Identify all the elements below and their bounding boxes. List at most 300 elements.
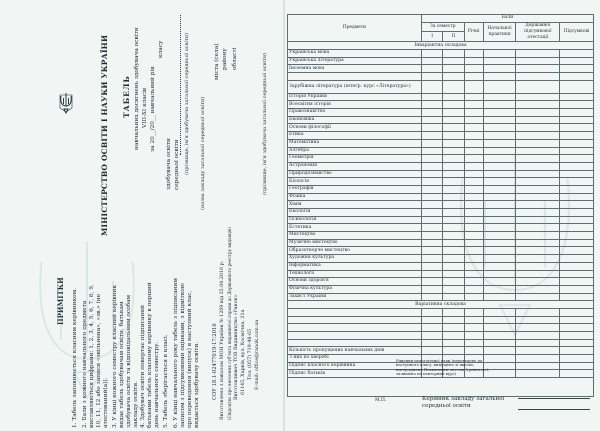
state-cell[interactable]	[516, 185, 560, 193]
trident-watermark-icon	[22, 235, 152, 405]
final-cell[interactable]	[560, 116, 594, 124]
final-cell[interactable]	[560, 132, 594, 140]
practice-cell[interactable]	[483, 347, 516, 355]
sem1-cell[interactable]	[421, 224, 442, 232]
sem1-cell[interactable]	[421, 347, 442, 355]
attendance-row	[288, 347, 594, 355]
subject-name: Всесвітня історія	[288, 101, 422, 109]
final-cell[interactable]	[560, 239, 594, 247]
annual-cell[interactable]	[464, 193, 483, 201]
practice-cell[interactable]	[483, 101, 516, 109]
annual-cell[interactable]	[464, 347, 483, 355]
state-cell[interactable]	[516, 370, 560, 378]
state-cell[interactable]	[516, 65, 560, 73]
state-cell[interactable]	[516, 216, 560, 224]
sem1-cell[interactable]	[421, 101, 442, 109]
sem1-cell[interactable]	[421, 216, 442, 224]
practice-cell[interactable]	[483, 65, 516, 73]
state-cell[interactable]	[516, 155, 560, 163]
state-cell[interactable]	[516, 132, 560, 140]
subject-name: Художня культура	[288, 255, 422, 263]
subject-name	[288, 324, 422, 332]
state-cell[interactable]	[516, 232, 560, 240]
state-cell[interactable]	[516, 270, 560, 278]
sem1-cell[interactable]	[421, 80, 442, 93]
sem1-cell[interactable]	[421, 270, 442, 278]
state-cell[interactable]	[516, 170, 560, 178]
annual-cell[interactable]	[464, 65, 483, 73]
sem1-cell[interactable]	[421, 109, 442, 117]
practice-cell[interactable]	[483, 209, 516, 217]
annual-cell[interactable]	[464, 116, 483, 124]
practice-cell[interactable]	[483, 93, 516, 101]
sem1-cell[interactable]	[421, 65, 442, 73]
practice-cell[interactable]	[483, 255, 516, 263]
final-cell[interactable]	[560, 224, 594, 232]
sem1-cell[interactable]	[421, 132, 442, 140]
state-cell[interactable]	[516, 178, 560, 186]
state-cell[interactable]	[516, 247, 560, 255]
annual-cell[interactable]	[464, 239, 483, 247]
subject-row	[288, 270, 594, 278]
state-cell[interactable]	[516, 49, 560, 57]
sem1-cell[interactable]	[421, 139, 442, 147]
sem2-cell[interactable]	[443, 57, 464, 65]
subject-row	[288, 193, 594, 201]
state-cell[interactable]	[516, 73, 560, 81]
sem1-cell[interactable]	[421, 124, 442, 132]
annual-cell[interactable]	[464, 139, 483, 147]
final-cell[interactable]	[560, 232, 594, 240]
student-line: здобувача освіти	[166, 138, 172, 190]
state-cell[interactable]	[516, 255, 560, 263]
subject-name: Біологія	[288, 178, 422, 186]
sem1-cell[interactable]	[421, 239, 442, 247]
trident-emblem-icon	[58, 92, 74, 114]
sem2-cell[interactable]	[443, 116, 464, 124]
sem2-cell[interactable]	[443, 49, 464, 57]
state-cell[interactable]	[516, 262, 560, 270]
state-cell[interactable]	[516, 324, 560, 332]
state-cell[interactable]	[516, 355, 560, 363]
practice-cell[interactable]	[483, 285, 516, 293]
signature-line[interactable]	[518, 398, 590, 399]
sem1-cell[interactable]	[421, 73, 442, 81]
note-3: 3. У кінці кожного семестру класний керівник видає табель здобувачам освіти, батькам здобувача освіти та відповідальним особам закладу освіти.	[112, 284, 139, 428]
annual-cell[interactable]	[464, 293, 483, 301]
annual-cell[interactable]	[464, 73, 483, 81]
final-cell[interactable]	[560, 155, 594, 163]
subject-name: Фізика	[288, 193, 422, 201]
practice-cell[interactable]	[483, 224, 516, 232]
principal-label	[422, 396, 504, 410]
annual-cell[interactable]	[464, 147, 483, 155]
sem2-cell[interactable]	[443, 339, 464, 347]
class-label: класу	[158, 40, 164, 58]
sem2-cell[interactable]	[443, 316, 464, 324]
stamp-label: М.П.	[375, 398, 387, 403]
subject-row	[288, 80, 594, 93]
sem2-cell[interactable]	[443, 278, 464, 286]
annual-cell[interactable]	[464, 232, 483, 240]
final-cell[interactable]	[560, 347, 594, 355]
practice-cell[interactable]	[483, 324, 516, 332]
annual-cell[interactable]	[464, 308, 483, 316]
practice-cell[interactable]	[483, 109, 516, 117]
subject-name: Алгебра	[288, 147, 422, 155]
subject-row	[288, 262, 594, 270]
final-cell[interactable]	[560, 162, 594, 170]
sem2-cell[interactable]	[443, 162, 464, 170]
sem1-cell[interactable]	[421, 339, 442, 347]
sem2-cell[interactable]	[443, 255, 464, 263]
final-cell[interactable]	[560, 216, 594, 224]
subject-row	[288, 147, 594, 155]
annual-cell[interactable]	[464, 339, 483, 347]
sem2-cell[interactable]	[443, 209, 464, 217]
subject-name: Естетика	[288, 224, 422, 232]
state-cell[interactable]	[516, 332, 560, 340]
final-cell[interactable]	[560, 124, 594, 132]
annual-cell[interactable]	[464, 93, 483, 101]
sem1-cell[interactable]	[421, 332, 442, 340]
annual-cell[interactable]	[464, 170, 483, 178]
subject-name: Природознавство	[288, 170, 422, 178]
sem1-cell[interactable]	[421, 147, 442, 155]
sem1-cell[interactable]	[421, 49, 442, 57]
practice-cell[interactable]	[483, 247, 516, 255]
practice-cell[interactable]	[483, 132, 516, 140]
sem2-cell[interactable]	[443, 178, 464, 186]
sem2-cell[interactable]	[443, 332, 464, 340]
practice-cell[interactable]	[483, 124, 516, 132]
subject-name: Захист України	[288, 293, 422, 301]
subject-row	[288, 73, 594, 81]
section-invariant: Інваріантна складова	[288, 42, 594, 50]
sem1-cell[interactable]	[421, 232, 442, 240]
subject-row	[288, 216, 594, 224]
sem1-cell[interactable]	[421, 324, 442, 332]
subject-name: Історія України	[288, 93, 422, 101]
sem1-cell[interactable]	[421, 178, 442, 186]
practice-cell[interactable]	[483, 216, 516, 224]
state-cell[interactable]	[516, 285, 560, 293]
final-cell[interactable]	[560, 193, 594, 201]
subject-name: Економіка	[288, 116, 422, 124]
final-cell[interactable]	[560, 339, 594, 347]
state-cell[interactable]	[516, 80, 560, 93]
state-cell[interactable]	[516, 316, 560, 324]
sem2-cell[interactable]	[443, 262, 464, 270]
final-cell[interactable]	[560, 278, 594, 286]
subject-name: Математика	[288, 139, 422, 147]
annual-cell[interactable]	[464, 49, 483, 57]
final-cell[interactable]	[560, 332, 594, 340]
final-cell[interactable]	[560, 255, 594, 263]
decision-row[interactable]	[288, 378, 594, 397]
practice-cell[interactable]	[483, 339, 516, 347]
subject-row	[288, 116, 594, 124]
sem1-cell[interactable]	[421, 93, 442, 101]
final-cell[interactable]	[560, 362, 594, 370]
sem1-cell[interactable]	[421, 162, 442, 170]
final-cell[interactable]	[560, 262, 594, 270]
sem1-cell[interactable]	[421, 116, 442, 124]
subject-row	[288, 178, 594, 186]
sem2-cell[interactable]	[443, 65, 464, 73]
sem1-cell[interactable]	[421, 285, 442, 293]
state-cell[interactable]	[516, 362, 560, 370]
sem1-cell[interactable]	[421, 293, 442, 301]
practice-cell[interactable]	[483, 155, 516, 163]
subject-name: Основи здоров'я	[288, 278, 422, 286]
annual-cell[interactable]	[464, 224, 483, 232]
practice-cell[interactable]	[483, 57, 516, 65]
practice-cell[interactable]	[483, 278, 516, 286]
state-cell[interactable]	[516, 93, 560, 101]
final-cell[interactable]	[560, 139, 594, 147]
annual-cell[interactable]	[464, 316, 483, 324]
subject-row	[288, 293, 594, 301]
final-cell[interactable]	[560, 201, 594, 209]
state-cell[interactable]	[516, 57, 560, 65]
practice-cell[interactable]	[483, 170, 516, 178]
state-cell[interactable]	[516, 339, 560, 347]
note-5: 5. Табель зберігається в класі.	[163, 334, 169, 428]
note-2: 2. Бали з кожного навчального предмета виставляються цифрами: 1, 2, 3, 4, 5, 6, 7, 8, 9, 10, 11, 12 або записи «звільнена», «зв.» (не атестований(а)).	[82, 284, 109, 428]
state-cell[interactable]	[516, 347, 560, 355]
subtitle-2: VIII-XI класів	[142, 87, 148, 128]
state-cell[interactable]	[516, 209, 560, 217]
variant-row	[288, 308, 594, 316]
sem2-cell[interactable]	[443, 324, 464, 332]
subject-row	[288, 170, 594, 178]
sem2-cell[interactable]	[443, 109, 464, 117]
subject-name: Українська мова	[288, 49, 422, 57]
annual-cell[interactable]	[464, 57, 483, 65]
sem2-cell[interactable]	[443, 285, 464, 293]
sem2-cell[interactable]	[443, 93, 464, 101]
final-cell[interactable]	[560, 355, 594, 363]
practice-cell[interactable]	[483, 73, 516, 81]
section-variant: Варіативна складова	[288, 301, 594, 309]
state-cell[interactable]	[516, 278, 560, 286]
final-cell[interactable]	[560, 65, 594, 73]
sem2-cell[interactable]	[443, 73, 464, 81]
sem2-cell[interactable]	[443, 132, 464, 140]
sem1-cell[interactable]	[421, 170, 442, 178]
annual-cell[interactable]	[464, 124, 483, 132]
annual-cell[interactable]	[464, 278, 483, 286]
signature-line[interactable]	[518, 409, 590, 410]
annual-cell[interactable]	[464, 262, 483, 270]
annual-cell[interactable]	[464, 270, 483, 278]
sem1-cell[interactable]	[421, 185, 442, 193]
sem1-cell[interactable]	[421, 247, 442, 255]
sem2-cell[interactable]	[443, 270, 464, 278]
variant-row	[288, 316, 594, 324]
state-cell[interactable]	[516, 139, 560, 147]
practice-cell[interactable]	[483, 178, 516, 186]
annual-cell[interactable]	[464, 162, 483, 170]
subject-name	[288, 316, 422, 324]
practice-cell[interactable]	[483, 270, 516, 278]
state-cell[interactable]	[516, 308, 560, 316]
final-cell[interactable]	[560, 57, 594, 65]
state-cell[interactable]	[516, 147, 560, 155]
practice-cell[interactable]	[483, 147, 516, 155]
state-cell[interactable]	[516, 109, 560, 117]
sem1-cell[interactable]	[421, 209, 442, 217]
annual-cell[interactable]	[464, 285, 483, 293]
state-cell[interactable]	[516, 116, 560, 124]
sem2-cell[interactable]	[443, 101, 464, 109]
sem2-cell[interactable]	[443, 201, 464, 209]
final-cell[interactable]	[560, 185, 594, 193]
col-sem-1: І	[421, 32, 442, 42]
annual-cell[interactable]	[464, 109, 483, 117]
practice-cell[interactable]	[483, 49, 516, 57]
sem2-cell[interactable]	[443, 147, 464, 155]
practice-cell[interactable]	[483, 293, 516, 301]
sem2-cell[interactable]	[443, 216, 464, 224]
annual-cell[interactable]	[464, 155, 483, 163]
practice-cell[interactable]	[483, 332, 516, 340]
subject-row	[288, 209, 594, 217]
final-cell[interactable]	[560, 80, 594, 93]
col-annual: Річні	[464, 22, 483, 42]
annual-cell[interactable]	[464, 132, 483, 140]
sem1-cell[interactable]	[421, 316, 442, 324]
annual-cell[interactable]	[464, 80, 483, 93]
sem2-cell[interactable]	[443, 308, 464, 316]
subtitle-1: навчальних досягнень здобувача освіти	[134, 27, 140, 150]
annual-cell[interactable]	[464, 255, 483, 263]
final-cell[interactable]	[560, 101, 594, 109]
sem2-cell[interactable]	[443, 155, 464, 163]
annual-cell[interactable]	[464, 201, 483, 209]
final-cell[interactable]	[560, 370, 594, 378]
final-cell[interactable]	[560, 178, 594, 186]
annual-cell[interactable]	[464, 216, 483, 224]
final-cell[interactable]	[560, 170, 594, 178]
final-cell[interactable]	[560, 209, 594, 217]
sem1-cell[interactable]	[421, 57, 442, 65]
subject-row	[288, 132, 594, 140]
state-cell[interactable]	[516, 124, 560, 132]
sem1-cell[interactable]	[421, 255, 442, 263]
final-cell[interactable]	[560, 247, 594, 255]
state-cell[interactable]	[516, 193, 560, 201]
practice-cell[interactable]	[483, 316, 516, 324]
state-cell[interactable]	[516, 162, 560, 170]
variant-row	[288, 339, 594, 347]
final-cell[interactable]	[560, 109, 594, 117]
final-cell[interactable]	[560, 308, 594, 316]
practice-cell[interactable]	[483, 308, 516, 316]
final-cell[interactable]	[560, 73, 594, 81]
subject-row	[288, 101, 594, 109]
sem2-cell[interactable]	[443, 232, 464, 240]
final-cell[interactable]	[560, 93, 594, 101]
sem1-cell[interactable]	[421, 155, 442, 163]
practice-cell[interactable]	[483, 80, 516, 93]
subject-name: Підпис класного керівника	[288, 362, 422, 370]
sem2-cell[interactable]	[443, 224, 464, 232]
annual-cell[interactable]	[464, 209, 483, 217]
annual-cell[interactable]	[464, 178, 483, 186]
final-cell[interactable]	[560, 49, 594, 57]
subject-row	[288, 255, 594, 263]
sem2-cell[interactable]	[443, 239, 464, 247]
practice-cell[interactable]	[483, 201, 516, 209]
sem2-cell[interactable]	[443, 139, 464, 147]
annual-cell[interactable]	[464, 247, 483, 255]
state-cell[interactable]	[516, 101, 560, 109]
annual-cell[interactable]	[464, 324, 483, 332]
state-cell[interactable]	[516, 224, 560, 232]
sem1-cell[interactable]	[421, 308, 442, 316]
practice-cell[interactable]	[483, 239, 516, 247]
sem1-cell[interactable]	[421, 201, 442, 209]
subject-row	[288, 124, 594, 132]
practice-cell[interactable]	[483, 185, 516, 193]
state-cell[interactable]	[516, 239, 560, 247]
document-title: ТАБЕЛЬ	[122, 75, 131, 118]
annual-cell[interactable]	[464, 185, 483, 193]
sem2-cell[interactable]	[443, 347, 464, 355]
sem1-cell[interactable]	[421, 278, 442, 286]
col-practice: Начальної практики	[483, 22, 516, 42]
practice-cell[interactable]	[483, 139, 516, 147]
annual-cell[interactable]	[464, 101, 483, 109]
sem1-cell[interactable]	[421, 262, 442, 270]
state-cell[interactable]	[516, 201, 560, 209]
practice-cell[interactable]	[483, 116, 516, 124]
imprint-7: E-mail: office@ranok.com.ua	[255, 319, 260, 390]
subject-row	[288, 278, 594, 286]
practice-cell[interactable]	[483, 232, 516, 240]
final-cell[interactable]	[560, 147, 594, 155]
subject-name: Геометрія	[288, 155, 422, 163]
sem2-cell[interactable]	[443, 170, 464, 178]
ministry-heading: МІНІСТЕРСТВО ОСВІТИ І НАУКИ УКРАЇНИ	[100, 34, 109, 236]
final-cell[interactable]	[560, 293, 594, 301]
final-cell[interactable]	[560, 324, 594, 332]
state-cell[interactable]	[516, 293, 560, 301]
subject-name: Хімія	[288, 201, 422, 209]
sem2-cell[interactable]	[443, 193, 464, 201]
sem2-cell[interactable]	[443, 80, 464, 93]
subject-row	[288, 93, 594, 101]
principal-label-line-2: середньої освіти	[422, 403, 471, 409]
subject-row	[288, 247, 594, 255]
sem1-cell[interactable]	[421, 193, 442, 201]
final-cell[interactable]	[560, 270, 594, 278]
variant-row	[288, 332, 594, 340]
annual-cell[interactable]	[464, 332, 483, 340]
practice-cell[interactable]	[483, 162, 516, 170]
year-line: за 20__/20__ навчальний рік	[150, 66, 156, 152]
sem2-cell[interactable]	[443, 185, 464, 193]
final-cell[interactable]	[560, 316, 594, 324]
sem2-cell[interactable]	[443, 124, 464, 132]
practice-cell[interactable]	[483, 262, 516, 270]
sem2-cell[interactable]	[443, 293, 464, 301]
practice-cell[interactable]	[483, 193, 516, 201]
sem2-cell[interactable]	[443, 247, 464, 255]
final-cell[interactable]	[560, 285, 594, 293]
